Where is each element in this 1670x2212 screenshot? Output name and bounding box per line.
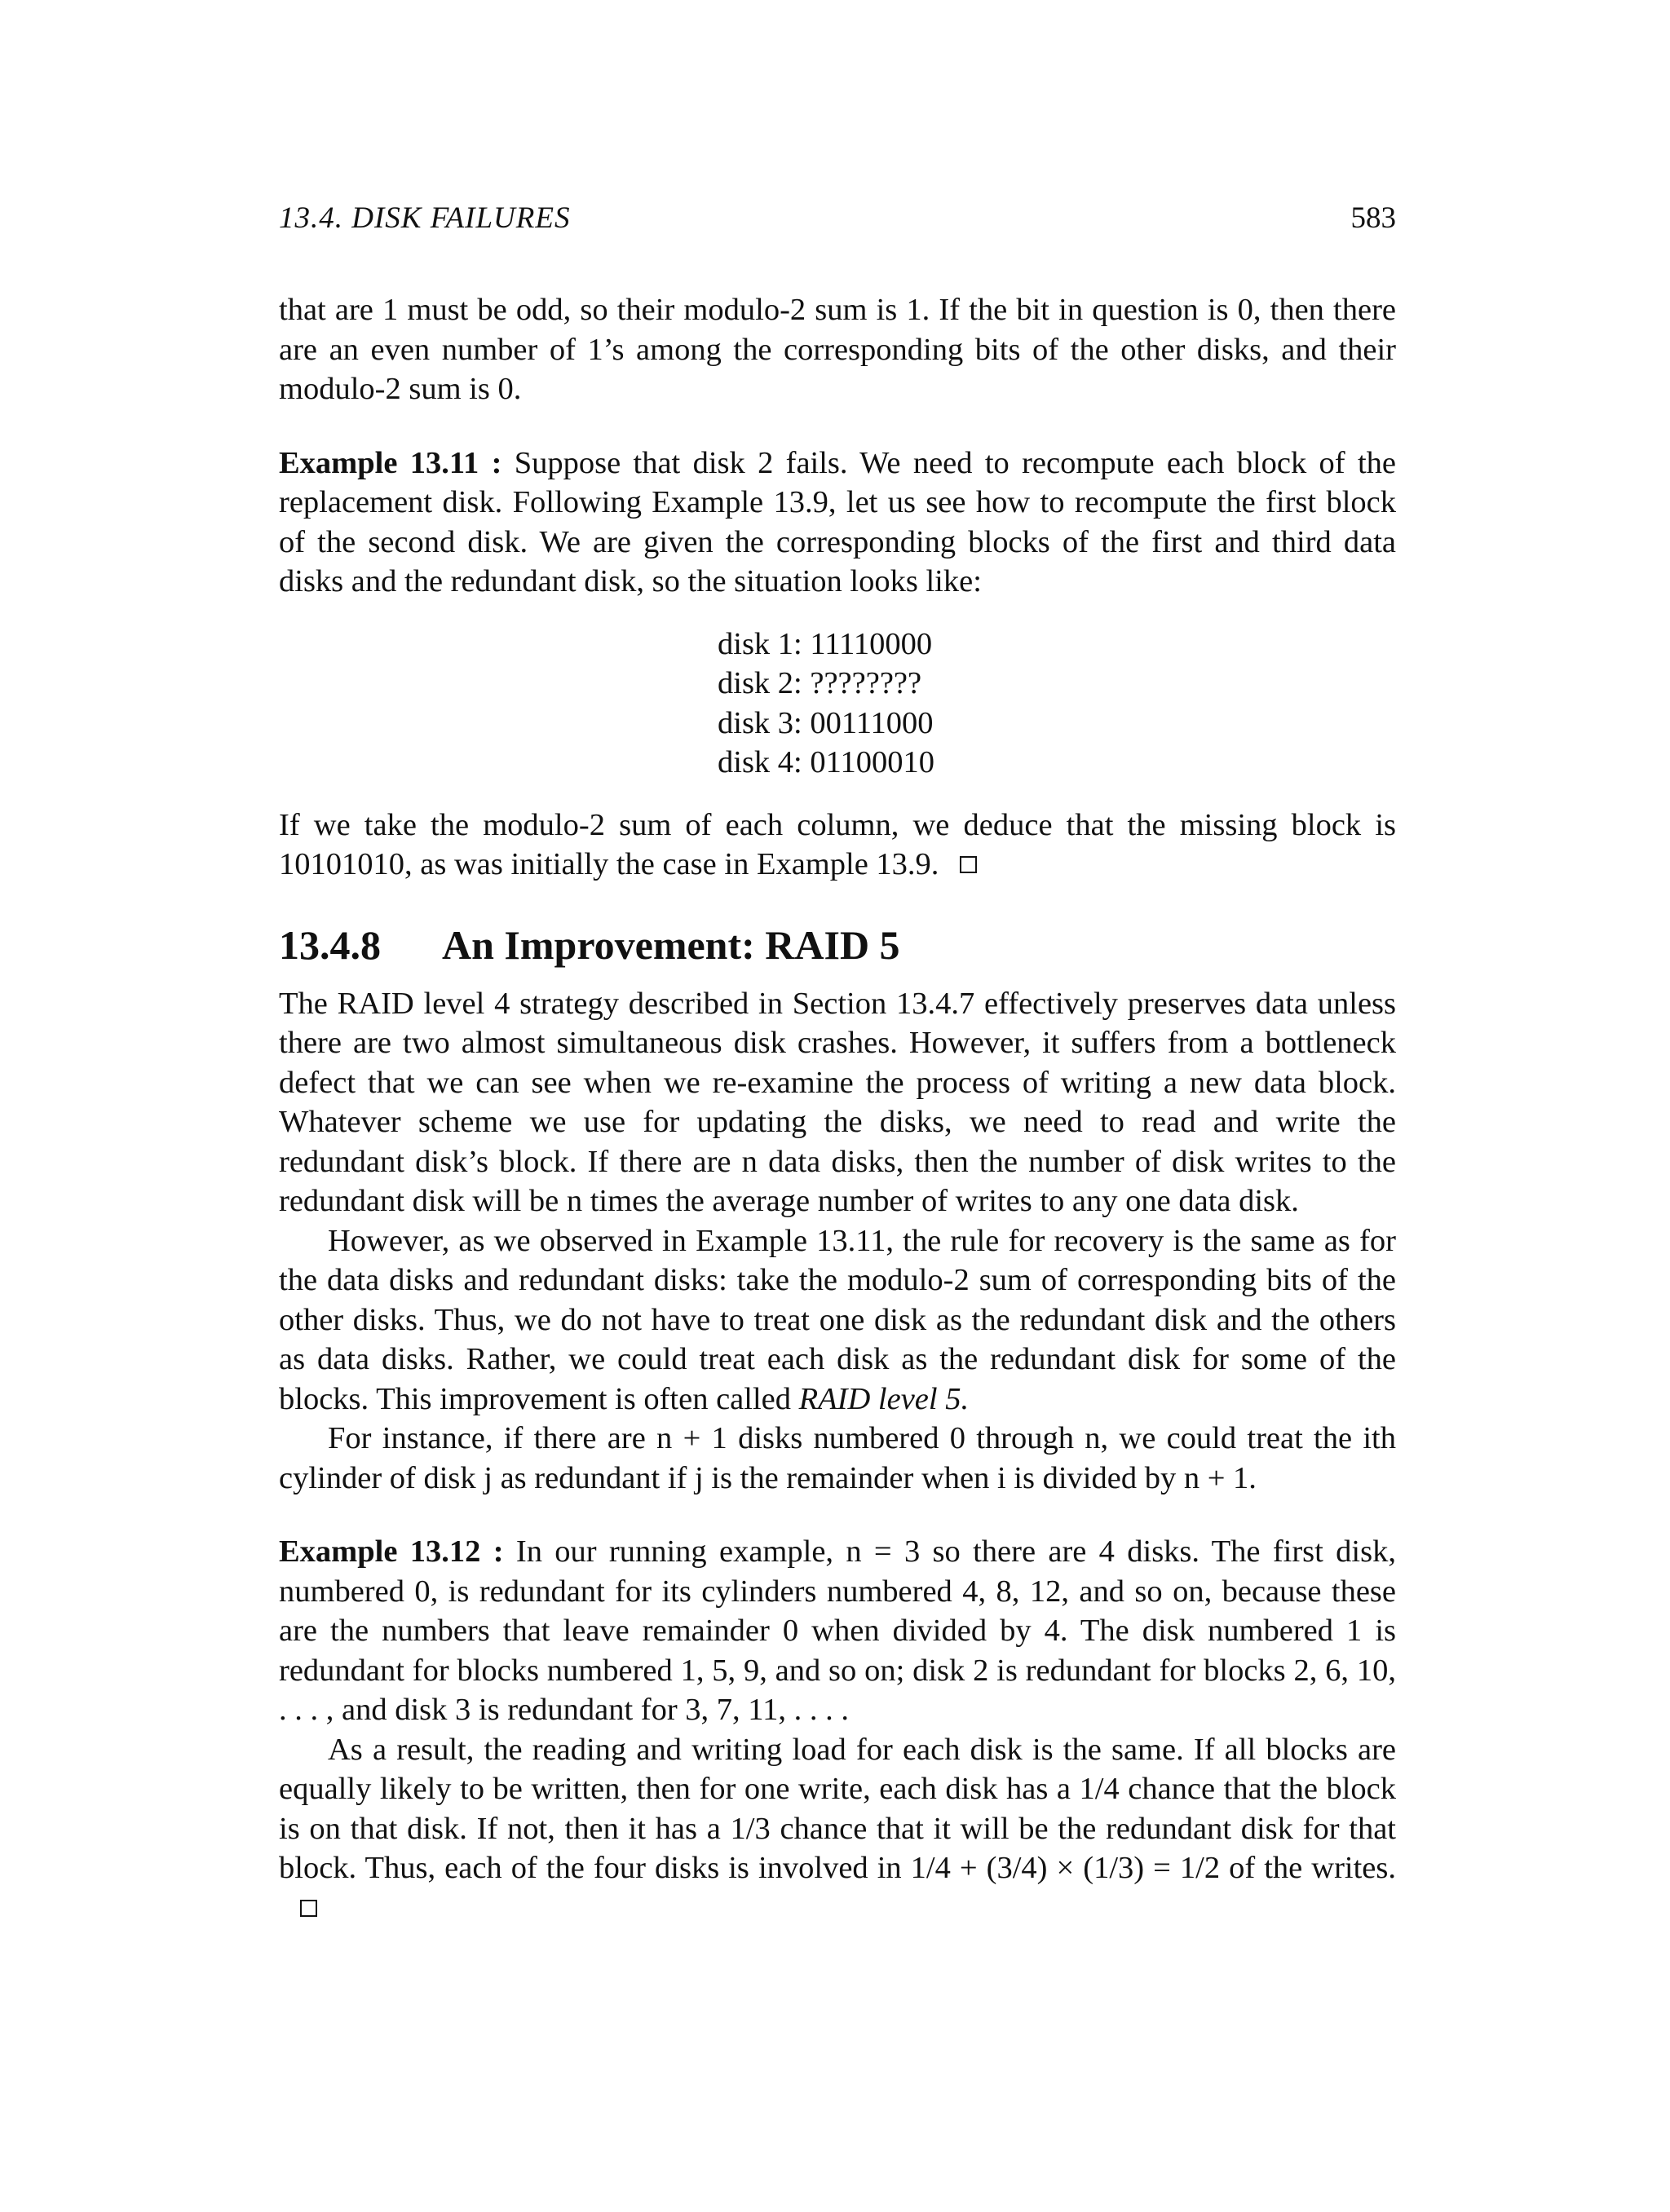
disk-line: disk 3: 00111000 bbox=[718, 705, 934, 740]
example-label: Example 13.11 : bbox=[279, 445, 502, 480]
paragraph-text: If we take the modulo-2 sum of each column, we deduce that the missing block is 10101010, as was initially the case in Example 13.9. bbox=[279, 807, 1396, 881]
disk-line: disk 2: ???????? bbox=[718, 666, 922, 700]
paragraph-write-load bbox=[279, 1730, 1396, 1928]
example-label: Example 13.12 : bbox=[279, 1534, 504, 1569]
example-text: Suppose that disk 2 fails. We need to recompute each block of the replacement disk. Following Example 13.9, let us see how to recompute the first block of the second disk. We are given the corresponding blocks of the first and third data disks and the redundant disk, so the situation looks like: bbox=[279, 445, 1396, 598]
term-raid-level-5: RAID level 5. bbox=[798, 1381, 970, 1416]
end-of-example-box-icon bbox=[300, 1900, 317, 1917]
paragraph-text: As a result, the reading and writing load for each disk is the same. If all blocks are equally likely to be written, then for one write, each disk has a 1/4 chance that the block is on that disk. If not, then it has a 1/3 chance that it will be the redundant disk for that block. Thus, each of the four disks is involved in 1/4 + (3/4) × (1/3) = 1/2 of the writes. bbox=[279, 1732, 1396, 1885]
end-of-example-box-icon bbox=[960, 856, 977, 873]
section-number: 13.4.8 bbox=[279, 921, 381, 968]
paragraph-parity-continuation: that are 1 must be odd, so their modulo-2 sum is 1. If the bit in question is 0, then there are an even number of 1’s among the corresponding bits of the other disks, and their modulo-2 sum is 0. bbox=[279, 293, 1396, 406]
disk-line: disk 1: 11110000 bbox=[718, 626, 933, 661]
section-header-title: 13.4. DISK FAILURES bbox=[279, 201, 571, 235]
example-text: In our running example, n = 3 so there are 4 disks. The first disk, numbered 0, is redundant for its cylinders numbered 4, 8, 12, and so on, because these are the numbers that leave remainder 0 when divided by 4. The disk numbered 1 is redundant for blocks numbered 1, 5, 9, and so on; disk 2 is redundant for blocks 2, 6, 10, . . . , and disk 3 is redundant for 3, 7, 11, . . . . bbox=[279, 1534, 1396, 1727]
disk-line: disk 4: 01100010 bbox=[718, 745, 934, 779]
paragraph-instance: For instance, if there are n + 1 disks numbered 0 through n, we could treat the ith cylinder of disk j as redundant if j is the remainder when i is divided by n + 1. bbox=[279, 1421, 1396, 1495]
running-header bbox=[279, 201, 1396, 240]
disk-block-listing bbox=[718, 625, 1396, 783]
paragraph-however bbox=[279, 1221, 1396, 1419]
page-number: 583 bbox=[1350, 201, 1396, 235]
example-13-11 bbox=[279, 444, 1396, 602]
example-13-12 bbox=[279, 1532, 1396, 1730]
paragraph-text: However, as we observed in Example 13.11, the rule for recovery is the same as for the data disks and redundant disks: take the modulo-2 sum of corresponding bits of the other disks. Thus, we do not have to treat one disk as the redundant disk and the others as data disks. Rather, we could treat each disk as the redundant disk for some of the blocks. This improvement is often called bbox=[279, 1223, 1396, 1416]
section-heading bbox=[279, 919, 1396, 971]
section-title: An Improvement: RAID 5 bbox=[442, 921, 900, 968]
paragraph-raid4-bottleneck: The RAID level 4 strategy described in Section 13.4.7 effectively preserves data unless there are two almost simultaneous disk crashes. However, it suffers from a bottleneck defect that we can see when we re-examine the process of writing a new data block. Whatever scheme we use for updating the disks, we need to read and write the redundant disk’s block. If there are n data disks, then the number of disk writes to the redundant disk will be n times the average number of writes to any one data disk. bbox=[279, 986, 1396, 1218]
paragraph-missing-block bbox=[279, 806, 1396, 885]
page-body bbox=[279, 290, 1396, 1927]
